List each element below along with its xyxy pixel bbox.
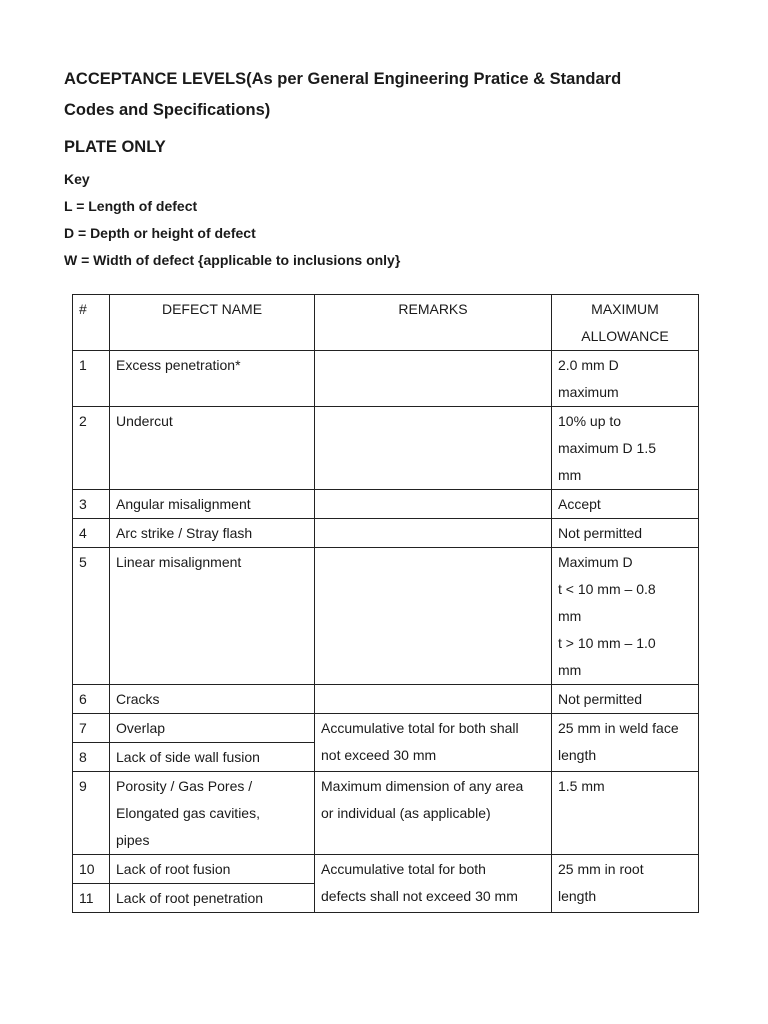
header-defect-name: DEFECT NAME [110,295,315,351]
table-row [73,548,699,685]
row-remarks [315,407,552,490]
key-legend [64,166,400,274]
row-num: 6 [73,685,110,714]
document-title [64,64,704,126]
row-num: 1 [73,351,110,407]
key-item-width: W = Width of defect {applicable to inclusions only} [64,252,401,268]
row-num: 9 [73,772,110,855]
row-defect-name: Excess penetration* [110,351,315,407]
table-row [73,407,699,490]
row-remarks [315,519,552,548]
row-max-allowance: 10% up to maximum D 1.5 mm [552,407,699,490]
header-num: # [73,295,110,351]
row-num: 10 [73,855,110,884]
title-line-2: Codes and Specifications) [64,101,271,119]
row-defect-name: Undercut [110,407,315,490]
key-item-depth: D = Depth or height of defect [64,225,256,241]
row-defect-name: Lack of root penetration [110,884,315,913]
row-defect-name: Angular misalignment [110,490,315,519]
row-defect-name: Porosity / Gas Pores / Elongated gas cavities, pipes [110,772,315,855]
row-defect-name: Overlap [110,714,315,743]
row-num: 5 [73,548,110,685]
row-defect-name: Cracks [110,685,315,714]
section-subtitle: PLATE ONLY [64,138,166,156]
table-header-row [73,295,699,351]
row-max-allowance: Not permitted [552,685,699,714]
key-label: Key [64,171,90,187]
row-remarks [315,548,552,685]
row-max-allowance: Not permitted [552,519,699,548]
row-num: 11 [73,884,110,913]
row-max-allowance: Accept [552,490,699,519]
row-remarks [315,351,552,407]
row-num: 4 [73,519,110,548]
key-item-length: L = Length of defect [64,198,198,214]
table-row [73,772,699,855]
row-max-allowance: Maximum D t < 10 mm – 0.8 mm t > 10 mm – 1.0 mm [552,548,699,685]
row-max-allowance: 25 mm in root length [552,855,699,913]
row-defect-name: Lack of root fusion [110,855,315,884]
title-line-1: ACCEPTANCE LEVELS(As per General Engineering Pratice & Standard [64,70,622,88]
header-maximum-allowance: MAXIMUM ALLOWANCE [552,295,699,351]
row-defect-name: Linear misalignment [110,548,315,685]
row-num: 3 [73,490,110,519]
table-row [73,714,699,743]
row-remarks [315,490,552,519]
header-remarks: REMARKS [315,295,552,351]
row-defect-name: Arc strike / Stray flash [110,519,315,548]
row-remarks: Accumulative total for both defects shall not exceed 30 mm [315,855,552,913]
acceptance-table [72,294,699,913]
row-remarks: Maximum dimension of any area or individual (as applicable) [315,772,552,855]
row-max-allowance: 25 mm in weld face length [552,714,699,772]
table-row [73,351,699,407]
row-num: 8 [73,743,110,772]
table-row [73,490,699,519]
row-max-allowance: 2.0 mm D maximum [552,351,699,407]
table-row [73,685,699,714]
row-remarks: Accumulative total for both shall not exceed 30 mm [315,714,552,772]
table-row [73,855,699,884]
row-remarks [315,685,552,714]
row-max-allowance: 1.5 mm [552,772,699,855]
row-num: 7 [73,714,110,743]
table-row [73,519,699,548]
row-defect-name: Lack of side wall fusion [110,743,315,772]
row-num: 2 [73,407,110,490]
